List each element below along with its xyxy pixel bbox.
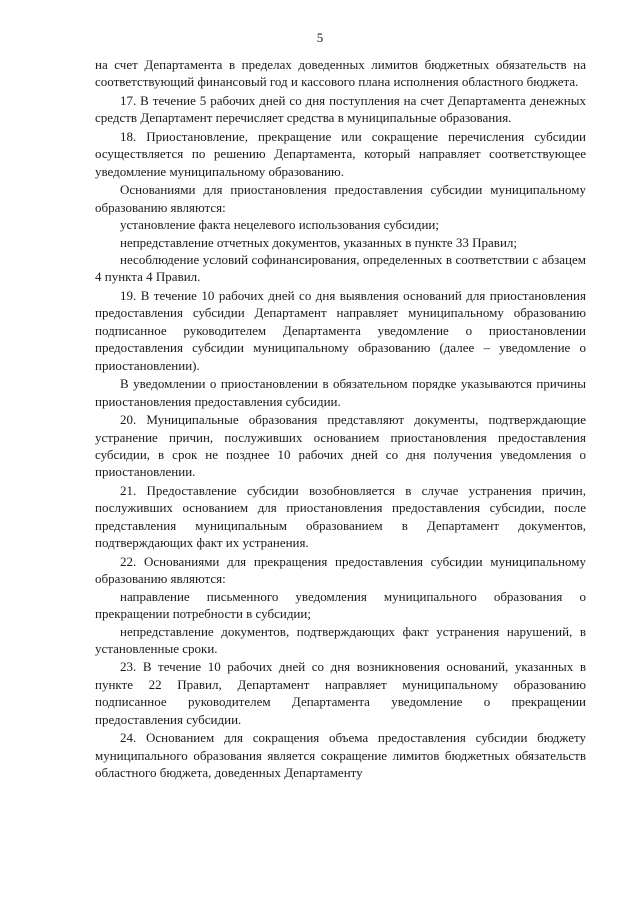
paragraph-termination-docs: непредставление документов, подтверждающих факт устранения нарушений, в установленные сроки. [95, 623, 586, 656]
paragraph-suspension-grounds: Основаниями для приостановления предоставления субсидии муниципальному образованию являются: [95, 182, 586, 215]
document-body [95, 56, 586, 782]
paragraph-ground-misuse: установление факта нецелевого использования субсидии; [120, 217, 439, 233]
paragraph-21: 21. Предоставление субсидии возобновляется в случае устранения причин, послуживших основанием для приостановления предоставления субсидии, после представления муниципальным образованием в Департамент документов, подтверждающих факт их устранения. [95, 482, 586, 551]
paragraph-termination-notice: направление письменного уведомления муниципального образования о прекращении потребности в субсидии; [95, 588, 586, 622]
paragraph-suspension-notice: В уведомлении о приостановлении в обязательном порядке указываются причины приостановления предоставления субсидии. [95, 376, 586, 409]
paragraph-19: 19. В течение 10 рабочих дней со дня выявления оснований для приостановления предоставления субсидии Департамент направляет муниципальному образованию подписанное руководителем Департамента уведомление о приостановлении предоставления субсидии муниципальному образованию (далее – уведомление о приостановлении). [95, 287, 586, 373]
page-number: 5 [316, 30, 324, 45]
paragraph-22: 22. Основаниями для прекращения предоставления субсидии муниципальному образованию являются: [95, 553, 586, 587]
paragraph-ground-reports: непредставление отчетных документов, указанных в пункте 33 Правил; [120, 234, 517, 250]
paragraph-23: 23. В течение 10 рабочих дней со дня возникновения оснований, указанных в пункте 22 Правил, Департамент направляет муниципальному образованию подписанное руководителем Департамента уведомление о прекращении предоставления субсидии. [95, 659, 586, 727]
paragraph-18: 18. Приостановление, прекращение или сокращение перечисления субсидии осуществляется по решению Департамента, который направляет соответствующее уведомление муниципальному образованию. [95, 128, 586, 179]
paragraph-ground-cofinancing: несоблюдение условий софинансирования, определенных в соответствии с абзацем 4 пункта 4 Правил. [95, 251, 586, 285]
paragraph-24: 24. Основанием для сокращения объема предоставления субсидии бюджету муниципального образования является сокращение лимитов бюджетных обязательств областного бюджета, доведенных Департаменту [95, 730, 586, 781]
paragraph-continuation: на счет Департамента в пределах доведенных лимитов бюджетных обязательств на соответствующий финансовый год и кассового плана исполнения областного бюджета. [95, 57, 586, 90]
paragraph-17: 17. В течение 5 рабочих дней со дня поступления на счет Департамента денежных средств Департамент перечисляет средства в муниципальные образования. [95, 92, 586, 126]
paragraph-20: 20. Муниципальные образования представляют документы, подтверждающие устранение причин, послуживших основанием приостановления предоставления субсидии, в срок не позднее 10 рабочих дней со дня получения уведомления о приостановлении. [95, 412, 586, 480]
